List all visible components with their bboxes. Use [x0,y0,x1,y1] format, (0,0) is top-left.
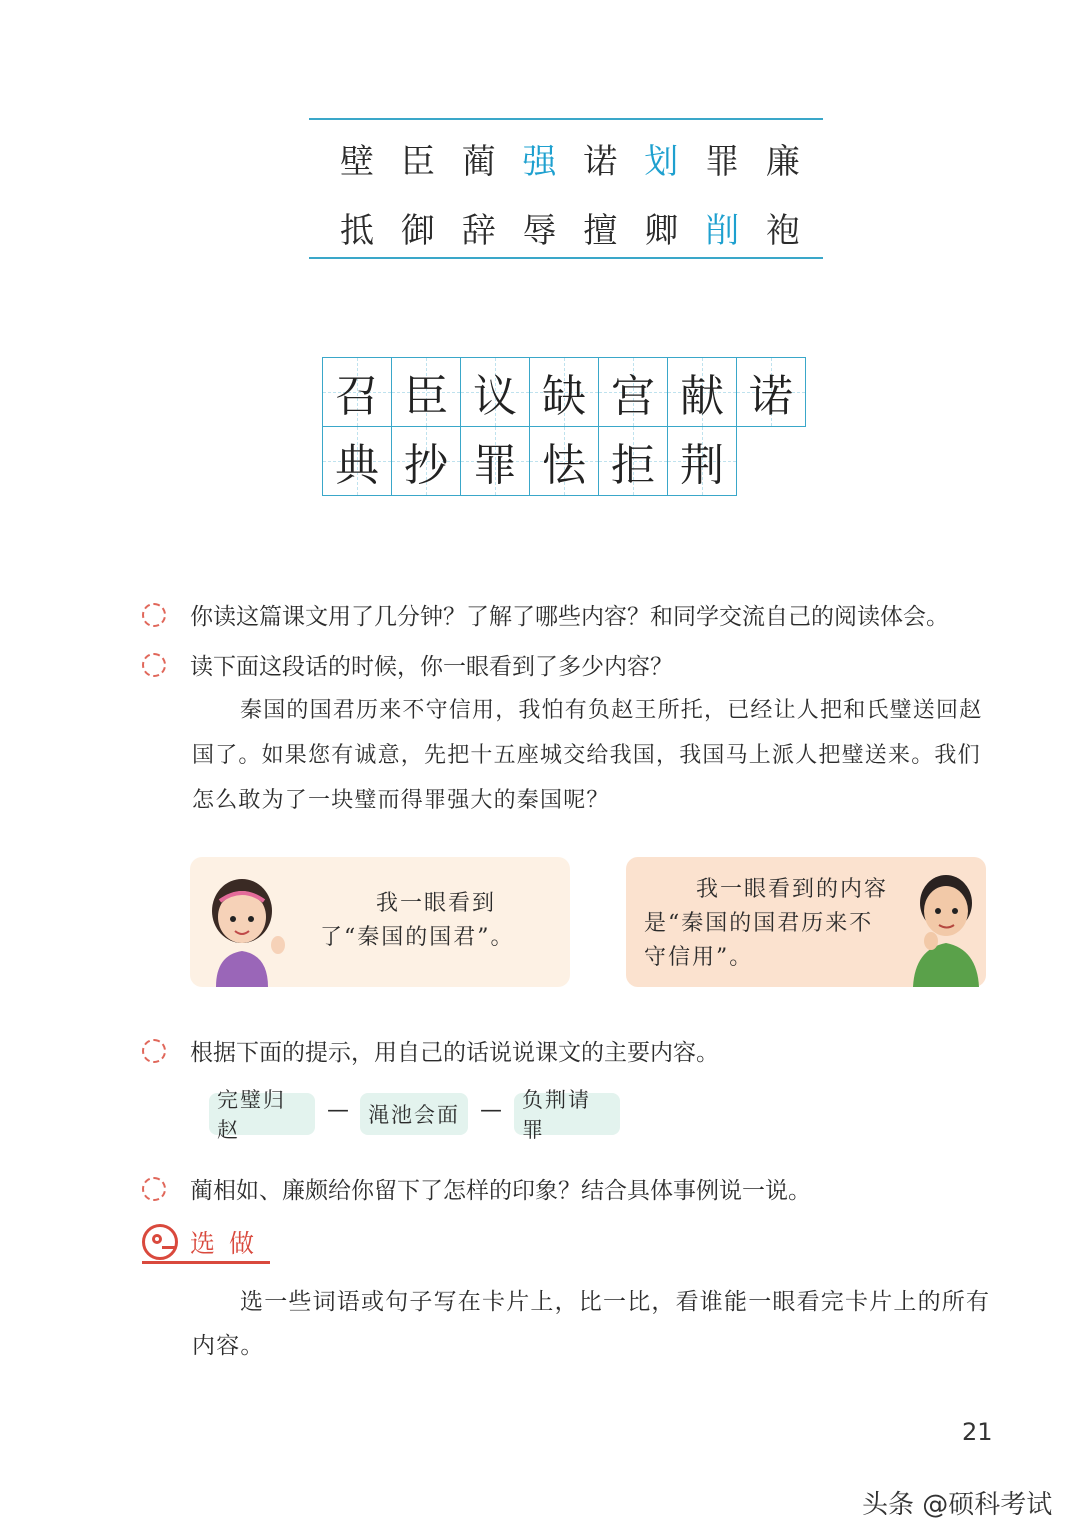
question-1-text: 你读这篇课文用了几分钟？了解了哪些内容？和同学交流自己的阅读体会。 [190,604,949,630]
write-grid-cell [322,357,392,427]
write-grid-cell [667,357,737,427]
recognize-char: 辱 [522,211,557,251]
recognize-char: 辞 [461,211,496,251]
boy-speech-text: 我一眼看到的内容是“秦国的国君历来不守信用”。 [644,877,889,970]
recognize-char: 廉 [765,142,800,182]
page-number: 21 [962,1418,993,1446]
girl-speech-text: 我一眼看到了“秦国的国君”。 [320,891,515,950]
write-grid-char: 召 [335,371,379,422]
bottom-rule [309,257,823,259]
recognize-row-2 [340,203,800,252]
recognize-char: 蔺 [461,142,496,182]
write-grid-char: 献 [680,371,724,422]
recognize-char: 划 [644,142,679,182]
boy-speech-card [626,857,986,987]
write-grid-char: 臣 [404,371,448,422]
write-grid-char: 荆 [680,440,724,491]
question-3 [142,1034,719,1067]
write-grid-cell [460,357,530,427]
write-grid-cell [529,426,599,496]
write-grid-char: 缺 [542,371,586,422]
write-grid-cell [460,426,530,496]
write-grid-cell [667,426,737,496]
recognize-char: 罪 [705,142,740,182]
write-grid-row-1 [323,358,806,427]
write-grid-char: 议 [473,371,517,422]
watermark: 头条 @硕科考试 [862,1490,1053,1520]
write-grid-char: 宫 [611,371,655,422]
hint-chip-1: 完璧归赵 [209,1093,315,1135]
question-4 [142,1172,811,1205]
dashed-circle-icon [142,1177,166,1201]
write-grid-cell [391,357,461,427]
write-grid-cell [322,426,392,496]
recognize-char: 擅 [583,211,618,251]
girl-speech-card [190,857,570,987]
girl-avatar [202,871,292,987]
hint-separator: — [327,1098,349,1123]
write-grid-char: 诺 [749,371,793,422]
dashed-circle-icon [142,1039,166,1063]
optional-icon [142,1224,178,1260]
recognize-char: 强 [522,142,557,182]
dashed-circle-icon [142,653,166,677]
optional-underline [142,1261,270,1264]
hint-separator: — [480,1098,502,1123]
top-rule [309,118,823,120]
recognize-char: 诺 [583,142,618,182]
hint-chip-3: 负荆请罪 [514,1093,620,1135]
write-grid-row-2 [323,427,737,496]
recognize-char: 臣 [400,142,435,182]
boy-avatar [901,867,986,987]
write-grid-cell [391,426,461,496]
recognize-char: 抵 [340,211,374,251]
question-1 [142,598,949,631]
write-grid-char: 罪 [473,440,517,491]
write-grid-cell [598,426,668,496]
dashed-circle-icon [142,603,166,627]
write-grid-char: 抄 [404,440,448,491]
write-grid-char: 拒 [611,440,655,491]
recognize-char: 削 [705,211,740,251]
passage-text: 秦国的国君历来不守信用，我怕有负赵王所托，已经让人把和氏璧送回赵国了。如果您有诚意，先把十五座城交给我国，我国马上派人把璧送来。我们怎么敢为了一块璧而得罪强大的秦国呢？ [192,698,983,813]
write-grid-cell [529,357,599,427]
recognize-char: 卿 [644,211,679,251]
write-grid-cell [736,357,806,427]
passage [192,688,992,823]
question-2 [142,648,673,681]
optional-header [142,1224,268,1260]
recognize-char: 壁 [340,142,374,182]
question-4-text: 蔺相如、廉颇给你留下了怎样的印象？结合具体事例说一说。 [190,1178,811,1204]
write-grid-char: 怯 [542,440,586,491]
write-grid-cell [598,357,668,427]
optional-text: 选一些词语或句子写在卡片上，比一比，看谁能一眼看完卡片上的所有内容。 [192,1289,991,1359]
question-2-text: 读下面这段话的时候，你一眼看到了多少内容？ [190,654,673,680]
recognize-char: 御 [400,211,435,251]
question-3-text: 根据下面的提示，用自己的话说说课文的主要内容。 [190,1040,719,1066]
optional-label: 选做 [190,1229,269,1258]
hint-chip-2: 渑池会面 [360,1093,468,1135]
recognize-char: 袍 [765,211,800,251]
write-grid-char: 典 [335,440,379,491]
recognize-row-1 [340,134,800,183]
